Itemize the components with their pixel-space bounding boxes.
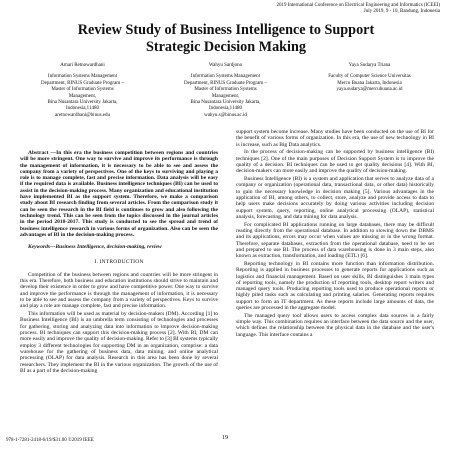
conference-line: 2019 International Conference on Electrical Engineering and Informatics (ICEEI) xyxy=(276,3,440,8)
page-number: 19 xyxy=(222,435,228,441)
author-name: Amari Retnowardhani xyxy=(60,63,105,68)
body-paragraph: This information will be used as material by decision-makers (DM). According [1] to Business Intelligence (BI) is an umbrella term consisting of technologies and processes for gathering, storing and analyzing data into information to improve decision-making process. BI techniques can support this decision-making process [2]. With BI, DM can more easily and improve the quality of decision-making. Refer to [3] BI systems typically employ 3 different technologies for supporting DM in an organization, comprise: a data warehouse for the gathering of business data, data mining, and online analytical processing (OLAP) for data analysis. Research in this area has been done by several researchers. They implement the BI in the various organization. The growth of the use of BI as a part of the decision-making xyxy=(20,311,218,374)
author-affiliation: Master of Information Systems xyxy=(194,87,257,93)
body-paragraph: Reporting technology in BI contains more function than information distribution. Reporting is applied in business processes to generate reports for applications such as logistics and financial management. Based on user skills, BI distinguishes 3 main types of reporting tools, namely the production of reporting tools, desktop report writers and managed query tools. Producing reporting tools used to produce operational reports or highly piled tasks such as calculating and printing salaries. Generating reports requires support to form an IT department. As these reports include large amounts of data, the queries are processed in the aggregate model. xyxy=(236,260,434,312)
body-paragraph: In the process of decision-making can be supported by business intelligence (BI) techniques [2]. One of the main purposes of Decision Support System is to improve the quality of a decision. BI techniques can be used to get quality decisions [4]. With BI, decision-makers can more easily and improve the quality of decision-making. xyxy=(236,149,434,175)
keywords: Keywords—Business Intelligence, decision-making, review xyxy=(28,244,162,251)
body-paragraph: Business Intelligence (BI) is a system and application that serves to analyze data of a company or organization (operational data, transactional data, or other data) historically to gain the necessary knowledge in decision making [5]. Various advantages in the application of BI, among others, to collect, store, analyze and provide access to data to help users make decisions accurately by doing various activities including decision support system, query, reporting, online analytical processing (OLAP), statistical analysis, forecasting, and data mining for data analysis. xyxy=(236,176,434,220)
author-email: aretnowardhani@binus.edu xyxy=(54,112,110,118)
body-paragraph: support system become increase. Many studies have been conducted on the use of BI for the benefit of various forms of organization. In this era, the use of new technology in BI is increase, such as Big Data analytics. xyxy=(236,129,434,148)
author-affiliation: Indonesia,11480 xyxy=(208,106,242,112)
author-email: yaya.sudarya@mercubuana.ac.id xyxy=(336,87,403,93)
author-2 xyxy=(153,63,298,119)
author-name: Yaya Sudarya Triana xyxy=(348,63,391,68)
conference-date: July 2019, 9 - 10, Bandung, Indonesia xyxy=(363,9,440,14)
author-1 xyxy=(10,63,155,119)
author-affiliation: Indonesia,11480 xyxy=(65,106,99,112)
author-3 xyxy=(297,63,442,94)
title-line: Strategic Decision Making xyxy=(146,39,306,55)
author-affiliation: Management, xyxy=(68,93,97,99)
conference-header xyxy=(210,3,440,15)
body-paragraph: For complicated BI applications running on large databases, there may be difficult reading directly from the operational database. In addition to slowing down the DBMS and its applications, errors may occur when values are missing or in the wrong format. Therefore, separate databases, extraction from the operational database, need to be set and prepared to use BI. The process of data warehousing is done in 3 main steps, also known as extraction, transformation, and loading (ETL) [6]. xyxy=(236,221,434,260)
author-affiliation: Mercu Buana Jakarta, Indonesia xyxy=(337,80,402,86)
abstract: Abstract —In this era the business competition between regions and countries will be more stringent. One way to survive and improve its performance is through the management of information, it is necessary to be able to see and assess the company from a variety of perspectives. One of the keys to surviving and playing a role is to manage complete, fast and precise information. Data analysis will be easy if the required data is available. Business intelligence techniques (BI) can be used to assist in the decision-making process. Many organization and educational institution have implemented BI as the support system. Therefore, we make a comparison study about BI research finding from several articles. From the comparison study it can be seen the research in the BI field is continues to grow and also following the technology trend. This can be seen from the topics discussed in the journal articles in the period 2010-2017. This study is conducted to see the spread and trend of business intelligence research in various forms of organization. Also can be seen the advantages of BI in the decision-making process. xyxy=(20,150,218,238)
body-paragraph: The managed query tool allows users to access complex data sources in a fairly simple way. This combination requires an interface between the data source and the user, which defines the relationship between the physical data in the database and the user's language. This interface contains a xyxy=(236,312,434,338)
paper-title xyxy=(20,22,432,56)
author-affiliation: Information Systems Management xyxy=(47,74,118,80)
author-affiliation: Master of Information Systems xyxy=(51,87,114,93)
isbn-footer: 978-1-7281-2418-6/19/$31.00 ©2019 IEEE xyxy=(6,438,94,443)
author-name: Wahyu Sardjono xyxy=(208,63,243,68)
author-email: wahyu.s@binus.ac.id xyxy=(204,112,247,118)
author-affiliation: Department, BINUS Graduate Program – xyxy=(184,80,267,86)
author-block xyxy=(10,63,442,127)
author-affiliation: Bina Nusantara University Jakarta, xyxy=(47,100,118,106)
author-affiliation: Department, BINUS Graduate Program – xyxy=(41,80,124,86)
author-affiliation: Management, xyxy=(211,93,240,99)
left-column xyxy=(20,150,218,432)
right-column xyxy=(236,129,434,432)
section-heading: I. INTRODUCTION xyxy=(94,259,144,266)
body-paragraph: Competition of the business between regions and countries will be more stringent in this era. Therefore, both business and education institutions should strive to maintain and develop their existence in order to grow and have competitive power. One way to survive and improve the performance is through the management of information, it is necessary to be able to see and assess the company from a variety of perspectives. Keys to survive and play a role are manage complete, fast and precise information. xyxy=(20,271,218,310)
title-line: Review Study of Business Intelligence to Support xyxy=(77,22,375,38)
author-affiliation: Bina Nusantara University Jakarta, xyxy=(190,100,261,106)
author-affiliation: Information Systems Management xyxy=(190,74,261,80)
author-affiliation: Faculty of Computer Science Universitas xyxy=(328,74,411,80)
